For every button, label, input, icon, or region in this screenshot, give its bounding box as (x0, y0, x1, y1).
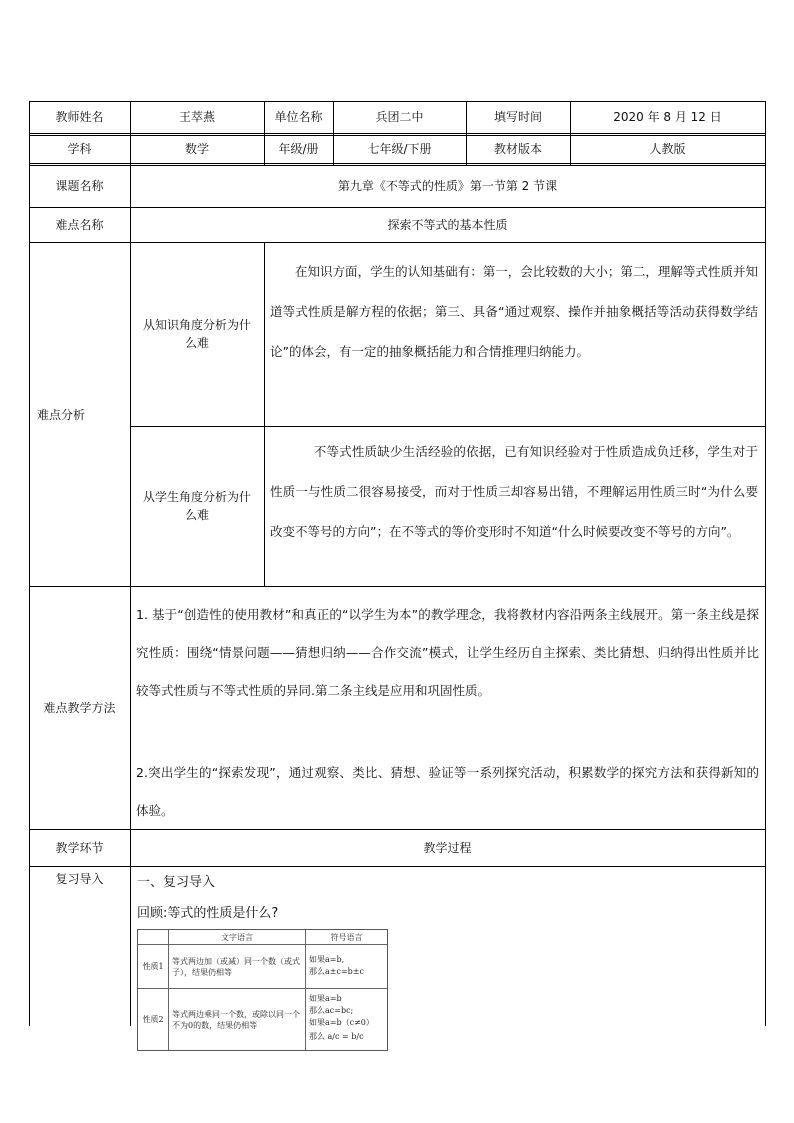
method-item-2: 2.突出学生的“探索发现”，通过观察、类比、猜想、验证等一系列探究活动，积累数学的探究方法和获得新知的体验。 (136, 765, 759, 818)
method-label: 难点教学方法 (43, 700, 116, 715)
grid-line (29, 133, 765, 134)
property-2-symbol-3: 如果a=b（c≠0） (309, 1018, 374, 1027)
grid-line (29, 866, 765, 867)
lesson-title-label: 课题名称 (55, 179, 104, 193)
date-value: 2020 年 8 月 12 日 (613, 110, 722, 124)
review-question: 回顾:等式的性质是什么? (137, 906, 279, 921)
image-rule (305, 930, 306, 1050)
grid-line (264, 242, 265, 586)
teacher-value: 王萃燕 (178, 110, 215, 124)
property-1-text: 等式两边加（或减）同一个数（或式子），结果仍相等 (172, 956, 300, 977)
equality-properties-image (137, 929, 388, 1051)
property-2-name: 性质2 (142, 1015, 164, 1024)
property-1-name: 性质1 (142, 962, 164, 971)
property-2-symbol-1: 如果a=b (309, 994, 342, 1003)
image-rule (168, 930, 169, 1050)
student-angle-text: 不等式性质缺少生活经验的依据，已有知识经验对于性质造成负迁移，学生对于性质一与性质二很容易接受，而对于性质三却容易出错，不理解运用性质三时“为什么要改变不等号的方向”；在不等式的等价变形时不知道“什么时候要改变不等号的方向”。 (270, 444, 758, 539)
grid-line (29, 163, 765, 164)
review-label: 复习导入 (55, 872, 104, 886)
col-text-header: 文字语言 (221, 932, 253, 942)
property-1-symbol-2: 那么a±c=b±c (309, 967, 364, 976)
grade-label: 年级/册 (278, 142, 319, 156)
student-angle-label: 从学生角度分析为什么难 (142, 490, 251, 522)
analysis-label: 难点分析 (37, 408, 86, 422)
edition-label: 教材版本 (493, 142, 542, 156)
difficulty-value: 探索不等式的基本性质 (387, 217, 508, 232)
grade-value: 七年级/下册 (367, 142, 432, 156)
stage-label: 教学环节 (55, 840, 104, 855)
process-label: 教学过程 (423, 840, 472, 855)
grid-line (765, 101, 766, 1026)
property-2-symbol-2: 那么ac=bc; (309, 1006, 354, 1015)
knowledge-angle-label: 从知识角度分析为什么难 (142, 318, 251, 350)
date-label: 填写时间 (493, 110, 542, 124)
lesson-title-value: 第九章《不等式的性质》第一节第 2 节课 (337, 179, 558, 193)
review-heading: 一、复习导入 (137, 875, 216, 890)
edition-value: 人教版 (649, 142, 686, 156)
grid-line (29, 586, 765, 587)
property-2-text: 等式两边乘同一个数，或除以同一个不为0的数，结果仍相等 (172, 1009, 300, 1030)
property-2-symbol-4: 那么 a/c = b/c (309, 1031, 364, 1041)
subject-label: 学科 (67, 142, 92, 156)
knowledge-angle-text: 在知识方面，学生的认知基础有：第一，会比较数的大小；第二，理解等式性质并知道等式性质是解方程的依据；第三、具备“通过观察、操作并抽象概括等活动获得数学结论”的体会，有一定的抽象概括能力和合情推理归纳能力。 (270, 264, 758, 359)
difficulty-label: 难点名称 (55, 217, 104, 232)
property-1-symbol-1: 如果a=b, (309, 955, 345, 964)
method-item-1: 1. 基于“创造性的使用教材”和真正的“以学生为本”的教学理念，我将教材内容沿两条主线展开。第一条主线是探究性质：围绕“情景问题——猜想归纳——合作交流”模式，让学生经历自主探索、类比猜想、归纳得出性质并比较等式性质与不等式性质的异同.第二条主线是应用和巩固性质。 (136, 607, 759, 698)
teacher-label: 教师姓名 (55, 110, 104, 124)
col-symbol-header: 符号语言 (330, 932, 363, 942)
unit-label: 单位名称 (274, 110, 323, 124)
unit-value: 兵团二中 (375, 110, 424, 124)
subject-value: 数学 (184, 142, 209, 156)
